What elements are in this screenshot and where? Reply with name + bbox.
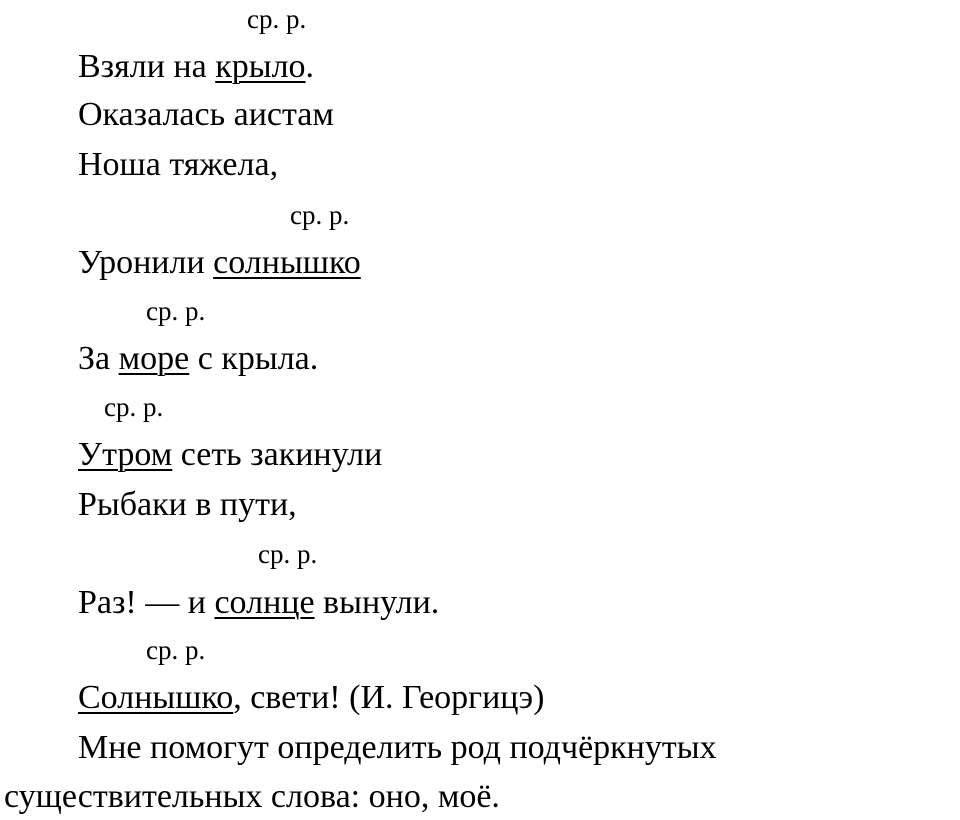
poem-line-9 <box>78 681 544 715</box>
underlined-noun: солнышко <box>213 244 361 281</box>
poem-line-3 <box>78 148 278 182</box>
line-text: Уронили <box>78 244 214 281</box>
underlined-noun: море <box>118 340 190 377</box>
line-text: Раз! — и <box>78 584 215 621</box>
line-text: с крыла. <box>189 340 319 377</box>
gender-annotation: ср. р. <box>104 392 164 422</box>
line-text: , свети! (И. Георгицэ) <box>233 679 545 716</box>
poem-line-5 <box>78 342 318 376</box>
underlined-noun: Солнышко <box>78 679 234 716</box>
poem-line-4 <box>78 246 361 280</box>
underlined-noun: Утром <box>78 436 173 473</box>
underlined-noun: крыло <box>215 48 306 85</box>
poem-line-6 <box>78 438 382 472</box>
gender-annotation: ср. р. <box>258 539 318 569</box>
poem-line-2 <box>78 98 334 132</box>
poem-line-7 <box>78 488 297 522</box>
gender-annotation: ср. р. <box>247 4 307 34</box>
line-text: Ноша тяжела, <box>78 146 279 183</box>
line-text: вынули. <box>314 584 440 621</box>
line-text: сеть закинули <box>172 436 383 473</box>
gender-annotation: ср. р. <box>146 635 206 665</box>
line-text: Взяли на <box>78 48 216 85</box>
line-text: Рыбаки в пути, <box>78 486 297 523</box>
line-text: Мне помогут определить род подчёркнутых <box>78 729 717 766</box>
gender-annotation: ср. р. <box>290 200 350 230</box>
line-text: За <box>78 340 119 377</box>
line-text: существительных слова: оно, моё. <box>4 778 500 815</box>
gender-annotation: ср. р. <box>146 296 206 326</box>
explanation-line-1 <box>78 731 717 765</box>
explanation-line-2 <box>4 780 500 814</box>
poem-line-8 <box>78 586 439 620</box>
underlined-noun: солнце <box>214 584 315 621</box>
line-text: . <box>305 48 315 85</box>
poem-line-1 <box>78 50 314 84</box>
line-text: Оказалась аистам <box>78 96 334 133</box>
